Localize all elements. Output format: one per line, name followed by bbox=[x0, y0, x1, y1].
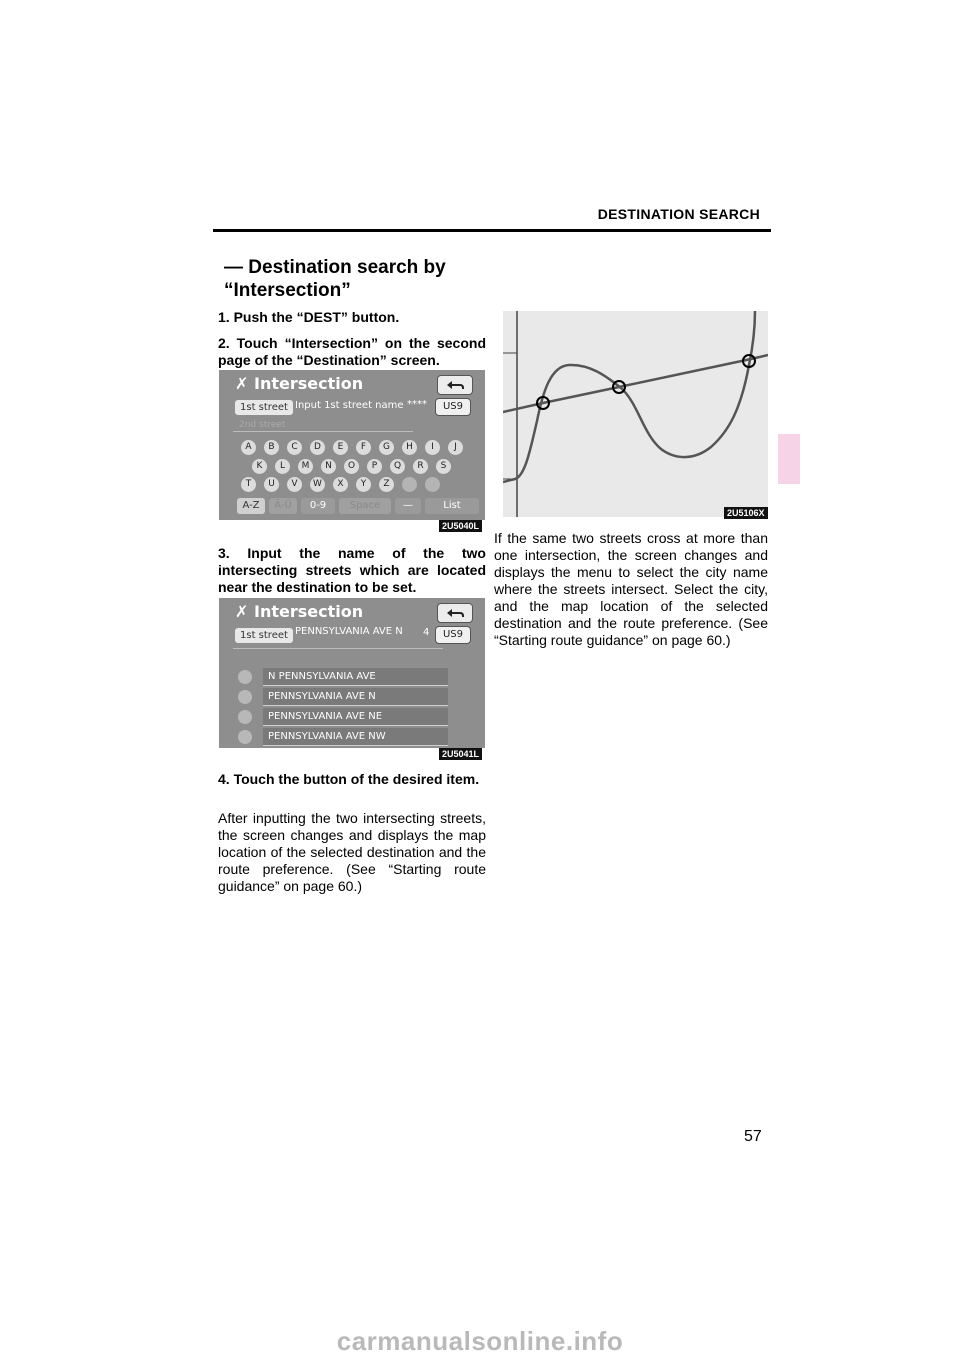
key[interactable]: P bbox=[367, 459, 382, 474]
section-title bbox=[224, 256, 504, 302]
key[interactable]: X bbox=[333, 477, 348, 492]
keyboard-row-1 bbox=[241, 440, 471, 455]
intersection-icon: ✗ bbox=[235, 374, 249, 393]
list-button[interactable]: List bbox=[425, 498, 479, 514]
screen-title bbox=[235, 602, 363, 621]
key[interactable]: B bbox=[264, 440, 279, 455]
numbers-button[interactable]: 0-9 bbox=[301, 498, 335, 514]
state-button[interactable]: US9 bbox=[435, 398, 471, 416]
key[interactable]: T bbox=[241, 477, 256, 492]
screen-title bbox=[235, 374, 363, 393]
list-item-icon bbox=[238, 690, 252, 704]
key[interactable]: N bbox=[321, 459, 336, 474]
match-count: 4 bbox=[423, 627, 430, 638]
key-disabled bbox=[402, 477, 417, 492]
back-arrow-icon bbox=[438, 376, 472, 394]
first-street-label[interactable]: 1st street bbox=[235, 400, 293, 415]
key[interactable]: R bbox=[413, 459, 428, 474]
list-item[interactable]: PENNSYLVANIA AVE NE bbox=[263, 708, 448, 726]
keyboard-screen bbox=[219, 370, 485, 520]
key[interactable]: D bbox=[310, 440, 325, 455]
key[interactable]: S bbox=[436, 459, 451, 474]
key[interactable]: F bbox=[356, 440, 371, 455]
back-arrow-icon bbox=[438, 604, 472, 622]
screen-title-text: Intersection bbox=[253, 602, 364, 621]
umlaut-button: Ä-Ü bbox=[269, 498, 297, 514]
paragraph-after-input: After inputting the two intersecting streets, the screen changes and displays the map location of the selected destination and the route preference. (See “Starting route guidance” on page 60.) bbox=[218, 810, 486, 894]
input-underline bbox=[233, 648, 443, 649]
back-button[interactable] bbox=[437, 603, 473, 623]
figure-tag-2: 2U5041L bbox=[439, 748, 482, 760]
keyboard-row-2 bbox=[252, 459, 472, 474]
input-underline bbox=[233, 431, 413, 432]
list-item-icon bbox=[238, 730, 252, 744]
running-header: DESTINATION SEARCH bbox=[597, 206, 760, 222]
intersection-diagram-svg bbox=[503, 311, 768, 517]
backspace-button[interactable]: — bbox=[395, 498, 421, 514]
key-disabled bbox=[425, 477, 440, 492]
intersection-icon: ✗ bbox=[235, 602, 249, 621]
figure-tag-3: 2U5106X bbox=[724, 507, 768, 519]
list-item-icon bbox=[238, 710, 252, 724]
intersection-diagram bbox=[503, 311, 768, 517]
space-button: Space bbox=[339, 498, 391, 514]
keyboard-row-3 bbox=[241, 477, 471, 492]
figure-tag-1: 2U5040L bbox=[439, 520, 482, 532]
list-item[interactable]: PENNSYLVANIA AVE NW bbox=[263, 728, 448, 746]
key[interactable]: J bbox=[448, 440, 463, 455]
screen-title-text: Intersection bbox=[253, 374, 364, 393]
state-button[interactable]: US9 bbox=[435, 626, 471, 644]
key[interactable]: C bbox=[287, 440, 302, 455]
list-item[interactable]: PENNSYLVANIA AVE N bbox=[263, 688, 448, 706]
key[interactable]: K bbox=[252, 459, 267, 474]
key[interactable]: A bbox=[241, 440, 256, 455]
section-title-line2: “Intersection” bbox=[224, 280, 351, 301]
key[interactable]: E bbox=[333, 440, 348, 455]
list-item-icon bbox=[238, 670, 252, 684]
step-3: 3. Input the name of the two intersecting streets which are located near the destination to be set. bbox=[218, 545, 486, 595]
key[interactable]: W bbox=[310, 477, 325, 492]
key[interactable]: U bbox=[264, 477, 279, 492]
key[interactable]: L bbox=[275, 459, 290, 474]
chapter-tab bbox=[778, 434, 800, 484]
key[interactable]: G bbox=[379, 440, 394, 455]
first-street-label[interactable]: 1st street bbox=[235, 628, 293, 643]
key[interactable]: Q bbox=[390, 459, 405, 474]
second-street-label: 2nd street bbox=[239, 420, 286, 430]
step-1: 1. Push the “DEST” button. bbox=[218, 309, 400, 325]
entered-street: PENNSYLVANIA AVE N bbox=[295, 626, 403, 637]
back-button[interactable] bbox=[437, 375, 473, 395]
header-rule bbox=[213, 229, 771, 232]
section-title-line1: — Destination search by bbox=[224, 257, 446, 278]
key[interactable]: Y bbox=[356, 477, 371, 492]
input-prompt: Input 1st street name bbox=[295, 400, 404, 411]
key[interactable]: M bbox=[298, 459, 313, 474]
street-line-1 bbox=[503, 355, 768, 412]
key[interactable]: I bbox=[425, 440, 440, 455]
step-4: 4. Touch the button of the desired item. bbox=[218, 771, 480, 787]
key[interactable]: H bbox=[402, 440, 417, 455]
key[interactable]: Z bbox=[379, 477, 394, 492]
page-number: 57 bbox=[744, 1128, 762, 1145]
list-item[interactable]: N PENNSYLVANIA AVE bbox=[263, 668, 448, 686]
input-stars: **** bbox=[407, 399, 427, 410]
paragraph-multiple-intersections: If the same two streets cross at more than one intersection, the screen changes and displays the menu to select the city name where the streets intersect. Select the city, and the map location of the selected destination and the route preference. (See “Starting route guidance” on page 60.) bbox=[494, 530, 768, 648]
step-2: 2. Touch “Intersection” on the second page of the “Destination” screen. bbox=[218, 335, 486, 368]
key[interactable]: O bbox=[344, 459, 359, 474]
watermark: carmanualsonline.info bbox=[336, 1326, 624, 1356]
street-list-screen bbox=[219, 598, 485, 748]
key[interactable]: V bbox=[287, 477, 302, 492]
az-button[interactable]: A-Z bbox=[237, 498, 265, 514]
